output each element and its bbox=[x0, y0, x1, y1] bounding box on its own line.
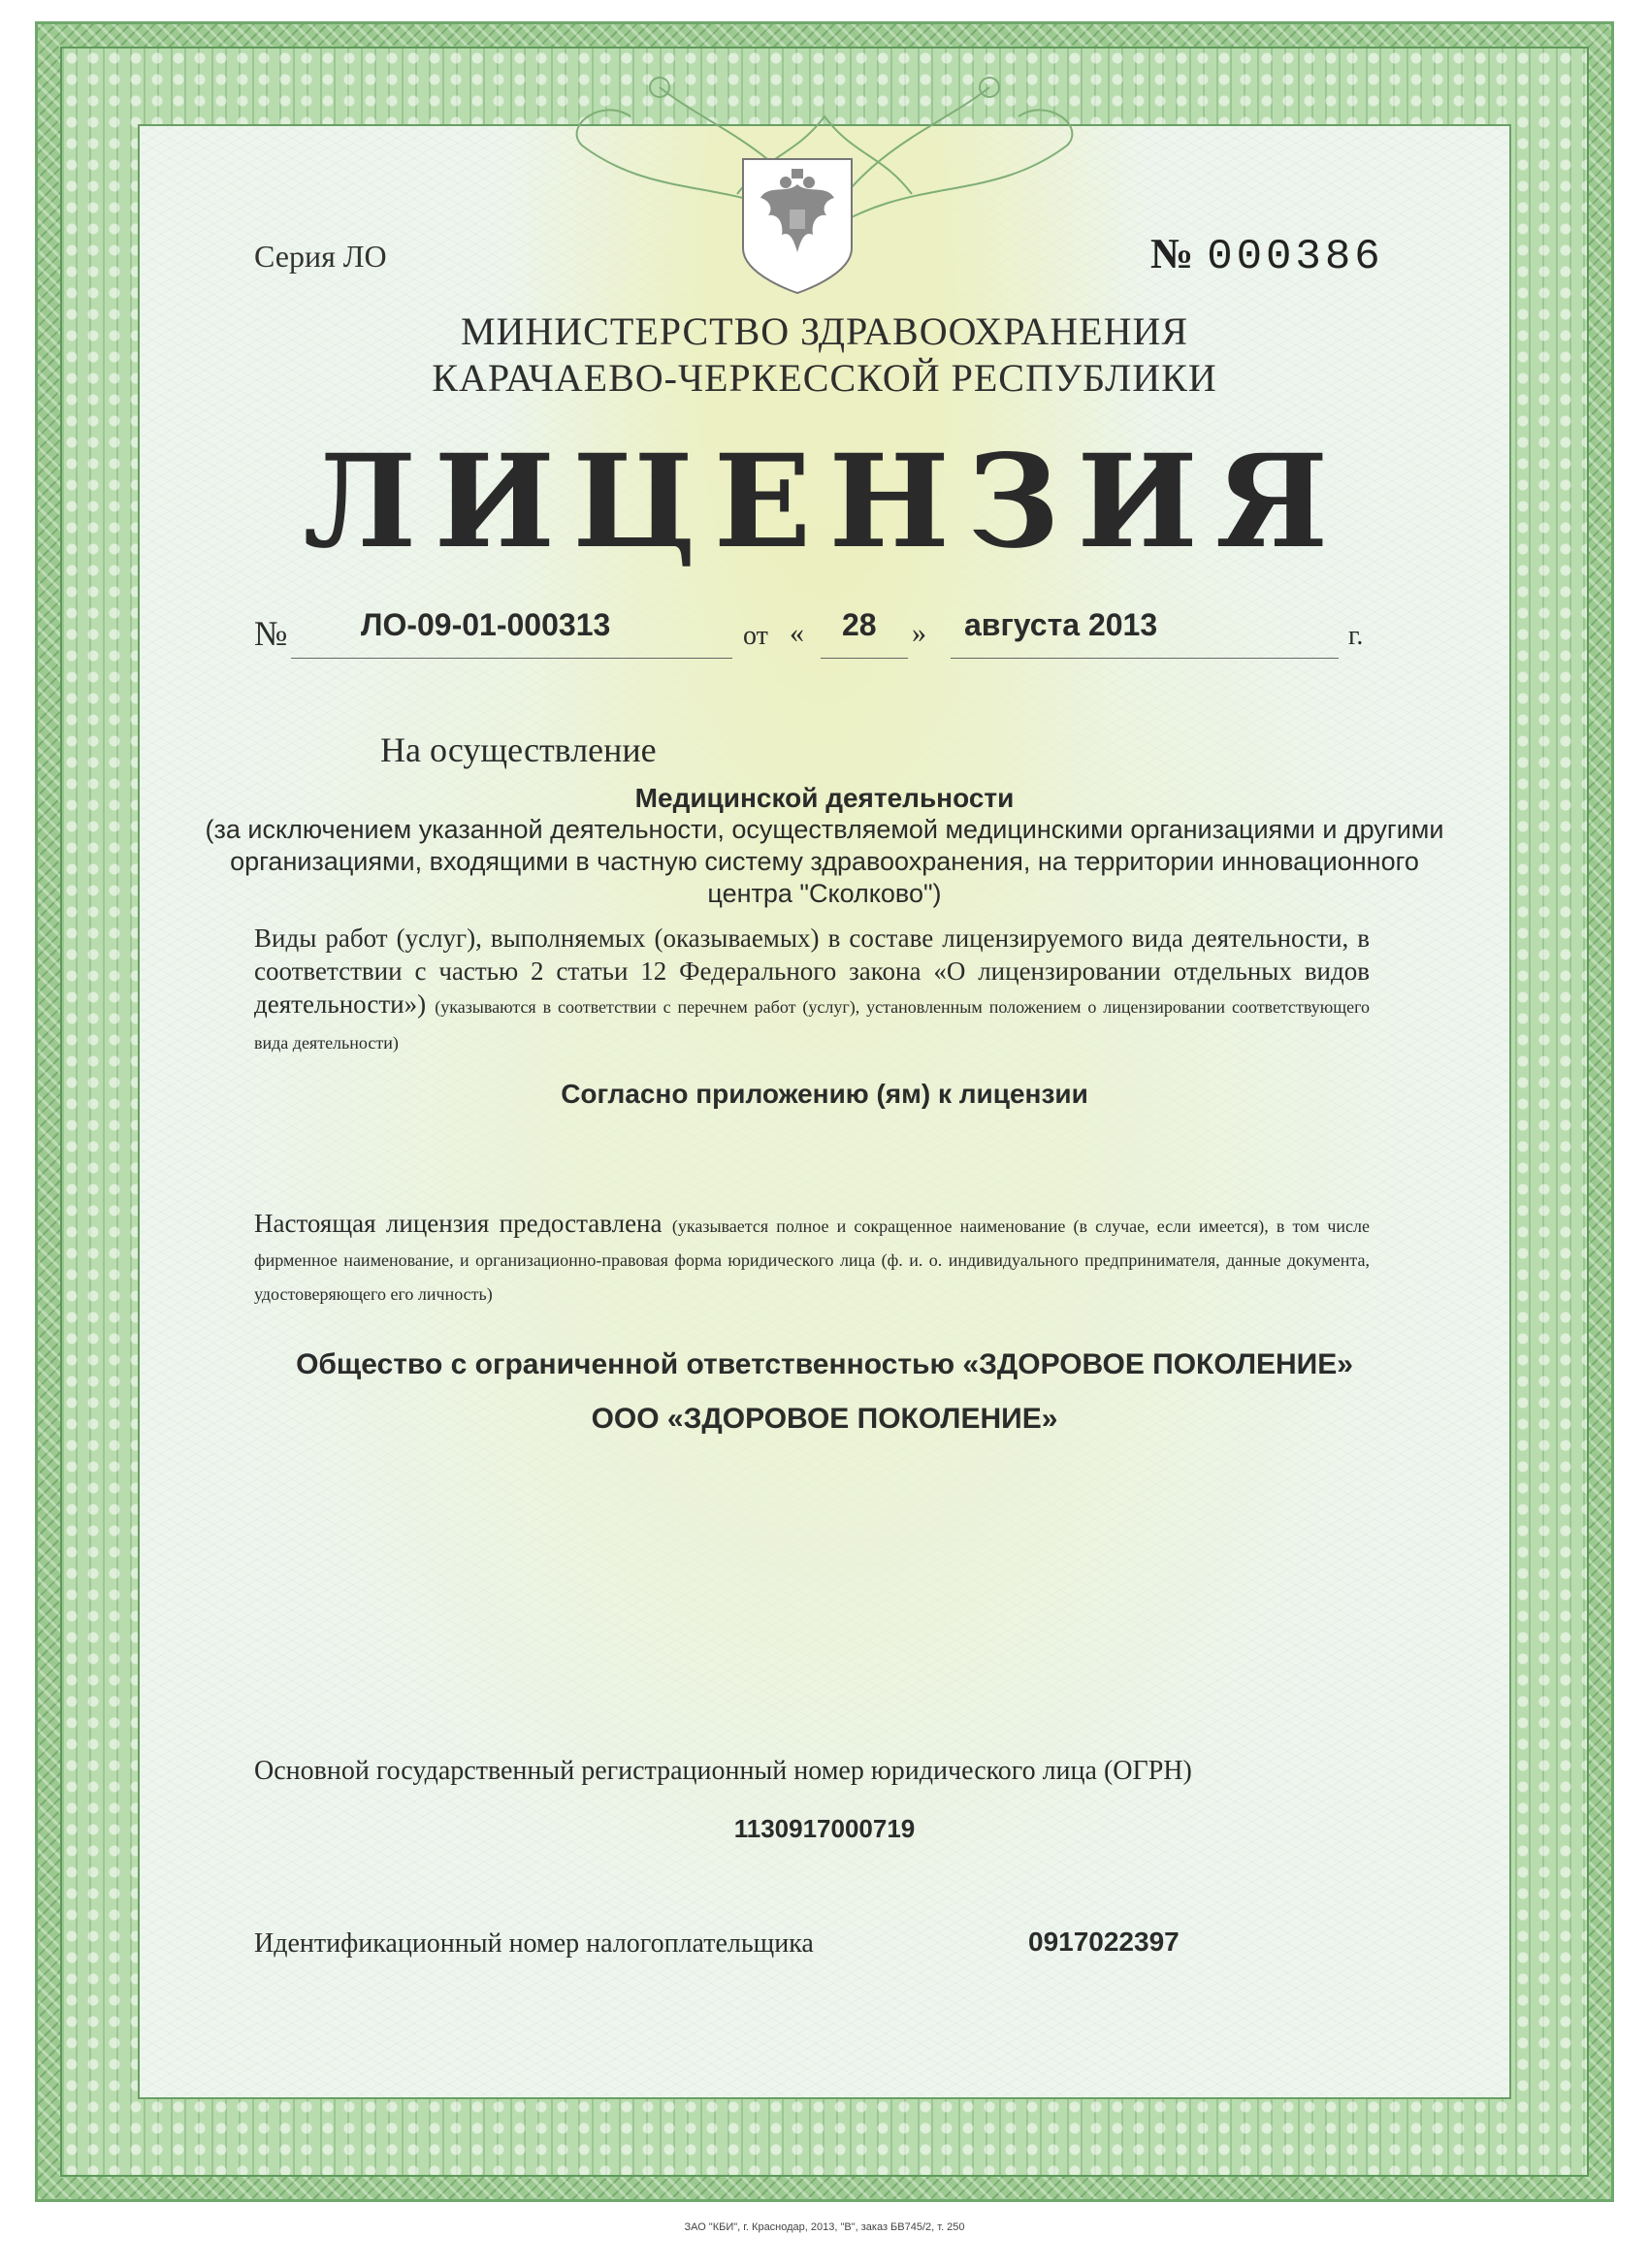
activity-title: Медицинской деятельности bbox=[634, 783, 1015, 813]
activity-block bbox=[194, 782, 1455, 910]
works-text: Виды работ (услуг), выполняемых (оказываемых) в составе лицензируемого вида деятельности, в соответствии с частью 2 статьи 12 Федерального закона «О лицензировании отдельных видов деятельности») bbox=[254, 923, 1370, 1019]
number-sign: № bbox=[1150, 230, 1194, 277]
license-number: ЛО-09-01-000313 bbox=[361, 607, 611, 642]
day-underline bbox=[821, 658, 908, 659]
ministry-line-1: МИНИСТЕРСТВО ЗДРАВООХРАНЕНИЯ bbox=[460, 309, 1189, 353]
ogrn-value: 1130917000719 bbox=[733, 1814, 916, 1843]
ogrn-label: Основной государственный регистрационный номер юридического лица (ОГРН) bbox=[254, 1756, 1192, 1786]
quote-close: » bbox=[912, 617, 926, 649]
license-number-label: № bbox=[254, 614, 288, 653]
activity-details: (за исключением указанной деятельности, осуществляемой медицинскими организациями и другими организациями, входящими в частную систему здравоохранения, на территории инновационного центра "Сколково") bbox=[205, 815, 1444, 908]
works-description bbox=[254, 922, 1370, 1059]
from-label: от bbox=[743, 621, 768, 651]
inn-label: Идентификационный номер налогоплательщика bbox=[254, 1928, 814, 1959]
company-short-name: ООО «ЗДОРОВОЕ ПОКОЛЕНИЕ» bbox=[591, 1403, 1058, 1435]
document-title: ЛИЦЕНЗИЯ bbox=[303, 427, 1346, 577]
coat-of-arms-icon bbox=[739, 155, 856, 297]
works-note: (указываются в соответствии с перечнем работ (услуг), установленным положением о лицензировании соответствующего вида деятельности) bbox=[254, 997, 1371, 1053]
license-number-underline bbox=[291, 658, 732, 659]
license-month-year: августа 2013 bbox=[964, 607, 1158, 642]
license-day: 28 bbox=[842, 607, 877, 642]
quote-open: « bbox=[790, 617, 804, 649]
month-year-underline bbox=[951, 658, 1339, 659]
works-value: Согласно приложению (ям) к лицензии bbox=[561, 1079, 1088, 1109]
company-full-name: Общество с ограниченной ответственностью «ЗДОРОВОЕ ПОКОЛЕНИЕ» bbox=[296, 1348, 1353, 1380]
form-number-digits: 000386 bbox=[1207, 233, 1384, 281]
ministry-line-2: КАРАЧАЕВО-ЧЕРКЕССКОЙ РЕСПУБЛИКИ bbox=[432, 356, 1217, 400]
series-label: Серия ЛО bbox=[254, 239, 387, 274]
printer-imprint: ЗАО "КБИ", г. Краснодар, 2013, "В", заказ БВ745/2, т. 250 bbox=[684, 2221, 965, 2233]
granted-note: (указывается полное и сокращенное наименование (в случае, если имеется), в том числе фирменное наименование, и организационно-правовая форма юридического лица (ф. и. о. индивидуального предпринимателя, данные документа, удостоверяющего его личность) bbox=[254, 1216, 1371, 1304]
granted-text: Настоящая лицензия предоставлена bbox=[254, 1209, 663, 1238]
year-suffix: г. bbox=[1348, 621, 1364, 651]
inn-value: 0917022397 bbox=[1028, 1927, 1180, 1957]
purpose-label: На осуществление bbox=[380, 730, 657, 769]
form-number bbox=[1150, 229, 1384, 281]
granted-description bbox=[254, 1208, 1370, 1310]
document-field bbox=[138, 124, 1511, 2099]
